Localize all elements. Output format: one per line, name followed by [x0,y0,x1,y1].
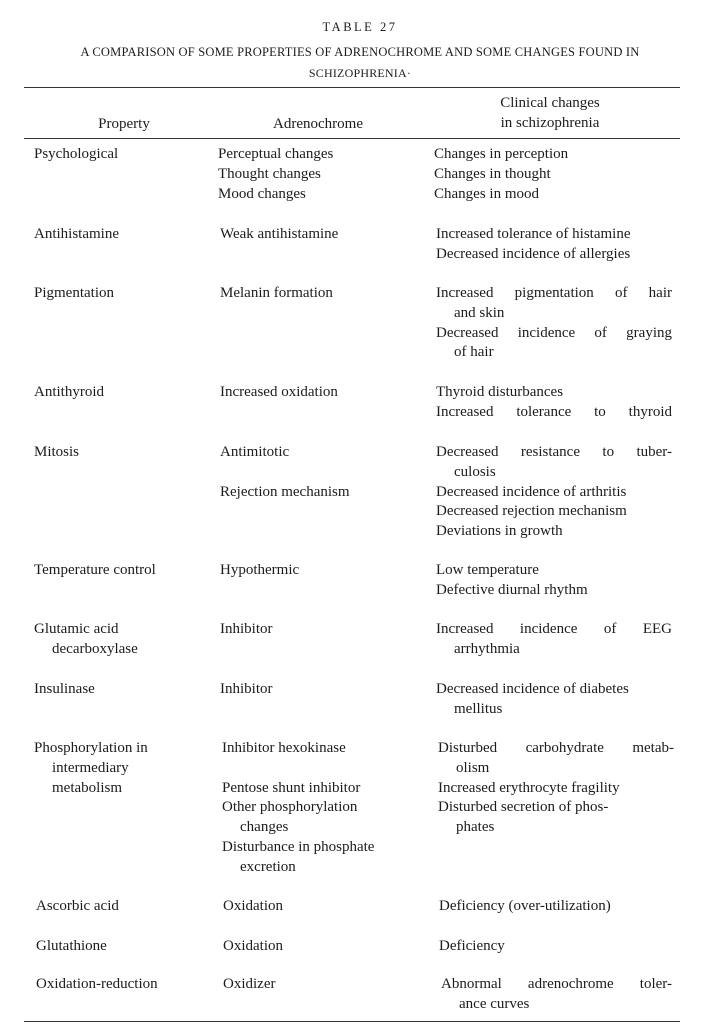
cell-line: and skin [454,304,505,321]
property-cell [34,561,214,581]
cell-line: Deficiency (over-utilization) [439,898,611,914]
cell-line: Decreased resistance to tuber- [436,444,672,460]
cell-line: Hypothermic [220,562,300,578]
cell-line: culosis [454,463,496,480]
cell-line: decarboxylase [52,640,138,657]
cell-line: Disturbed carbohydrate metab- [438,740,674,756]
adrenochrome-cell [223,897,428,917]
column-header-adrenochrome: Adrenochrome [273,116,363,132]
cell-line: Low temperature [436,562,539,578]
clinical-cell [436,383,672,423]
cell-line: Inhibitor [220,621,273,637]
adrenochrome-cell [223,937,428,957]
cell-line: Disturbed secretion of phos- [438,799,609,816]
cell-line: Increased tolerance of histamine [436,226,631,242]
cell-line: Changes in perception [434,146,569,162]
cell-line: phates [456,819,495,836]
cell-line: Inhibitor [220,681,273,697]
cell-line: Increased tolerance to thyroid [436,403,672,420]
cell-line: Glutathione [36,938,107,954]
cell-line: Inhibitor hexokinase [222,740,346,756]
column-header-clinical [440,93,660,133]
cell-line: Changes in mood [434,185,539,202]
column-header-property: Property [98,116,150,132]
cell-line: Oxidation [223,938,283,954]
table-caption-line-2: SCHIZOPHRENIA· [308,66,412,80]
table-caption-line-1: A COMPARISON OF SOME PROPERTIES OF ADRENOCHROME AND SOME CHANGES FOUND IN [80,45,640,59]
property-cell [34,443,214,463]
cell-line: Pigmentation [34,285,114,301]
property-cell [34,680,214,700]
cell-line: Decreased incidence of arthritis [436,483,627,500]
clinical-cell [436,620,672,660]
adrenochrome-cell [220,383,425,403]
cell-line: changes [240,819,289,836]
cell-line: Oxidation [223,898,283,914]
property-cell [36,975,216,995]
cell-line: Increased erythrocyte fragility [438,779,620,796]
cell-line: ance curves [459,995,530,1012]
cell-line: Phosphorylation in [34,740,148,756]
clinical-cell [436,680,672,720]
cell-line: Disturbance in phosphate [222,838,375,855]
cell-line: Decreased incidence of graying [436,324,672,341]
adrenochrome-cell [220,284,425,304]
cell-line: Increased pigmentation of hair [436,285,672,301]
property-cell [34,225,214,245]
cell-line: Melanin formation [220,285,333,301]
cell-line: Decreased rejection mechanism [436,503,627,520]
cell-line: Decreased incidence of diabetes [436,681,629,697]
cell-line: Antithyroid [34,384,104,400]
cell-line: Deficiency [439,938,505,954]
adrenochrome-cell [218,145,423,204]
cell-spacer [220,463,425,483]
cell-line: Antimitotic [220,444,290,460]
column-header-clinical-line-1: Clinical changes [500,95,600,111]
cell-line: Deviations in growth [436,523,563,540]
cell-line: Other phosphorylation [222,799,358,816]
cell-line: mellitus [454,700,503,717]
clinical-cell [434,145,670,204]
cell-line: Changes in thought [434,165,551,182]
property-cell [34,739,214,798]
cell-line: Increased incidence of EEG [436,621,672,637]
cell-line: Antihistamine [34,226,119,242]
cell-line: Rejection mechanism [220,483,350,500]
clinical-cell [439,897,675,917]
cell-line: Weak antihistamine [220,226,339,242]
adrenochrome-cell [222,739,427,878]
cell-line: Insulinase [34,681,95,697]
property-cell [34,145,214,165]
cell-line: arrhythmia [454,640,520,657]
cell-line: Ascorbic acid [36,898,119,914]
clinical-cell [436,225,672,265]
cell-line: olism [456,759,490,776]
adrenochrome-cell [220,225,425,245]
property-cell [34,620,214,660]
clinical-cell [436,443,672,542]
cell-line: Psychological [34,146,119,162]
cell-line: metabolism [52,779,122,796]
clinical-cell [439,937,675,957]
column-header-clinical-line-2: in schizophrenia [500,115,600,131]
cell-line: Temperature control [34,562,156,578]
adrenochrome-cell [220,561,425,581]
cell-line: Thyroid disturbances [436,384,564,400]
property-cell [36,897,216,917]
cell-line: Oxidation-reduction [36,976,158,992]
cell-line: Mood changes [218,185,306,202]
clinical-cell [436,561,672,601]
adrenochrome-cell [220,620,425,640]
top-rule [24,87,680,88]
cell-line: intermediary [52,759,129,776]
cell-line: Mitosis [34,444,80,460]
cell-line: Decreased incidence of allergies [436,245,631,262]
adrenochrome-cell [223,975,428,995]
adrenochrome-cell [220,443,425,502]
cell-line: excretion [240,858,296,875]
cell-line: of hair [454,344,494,361]
property-cell [34,284,214,304]
cell-line: Pentose shunt inhibitor [222,779,361,796]
clinical-cell [441,975,672,1015]
clinical-cell [436,284,672,363]
cell-line: Increased oxidation [220,384,338,400]
cell-line: Glutamic acid [34,621,119,637]
cell-line: Defective diurnal rhythm [436,581,588,598]
cell-spacer [222,759,427,779]
table-label: TABLE 27 [322,20,398,34]
property-cell [34,383,214,403]
cell-line: Oxidizer [223,976,276,992]
adrenochrome-cell [220,680,425,700]
header-rule [24,138,680,139]
cell-line: Perceptual changes [218,146,334,162]
property-cell [36,937,216,957]
bottom-rule [24,1021,680,1022]
clinical-cell [438,739,674,838]
cell-line: Thought changes [218,165,321,182]
cell-line: Abnormal adrenochrome toler- [441,976,672,992]
